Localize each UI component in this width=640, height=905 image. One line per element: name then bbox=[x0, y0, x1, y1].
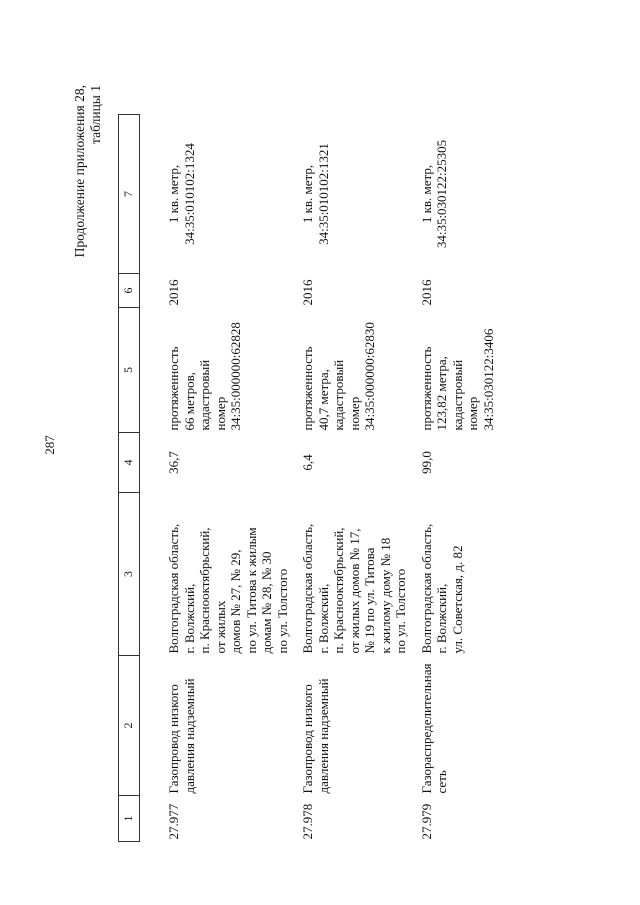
object-value: 6,4 bbox=[300, 454, 315, 471]
address-line: домам № 28, № 30 bbox=[259, 551, 274, 654]
object-name-line: давления надземный bbox=[315, 678, 331, 794]
characteristics-line: 34:35:030122:3406 bbox=[480, 328, 496, 431]
column-header: 6 bbox=[119, 274, 140, 308]
object-address bbox=[411, 493, 499, 656]
address-line: Волгоградская область, bbox=[418, 523, 434, 654]
object-address bbox=[140, 493, 293, 656]
object-name-line: Газопровод низкого bbox=[300, 684, 315, 794]
characteristics-line: протяженность bbox=[166, 346, 181, 431]
address-line: ул. Советская, д. 82 bbox=[449, 545, 465, 654]
object-characteristics bbox=[411, 308, 499, 433]
object-address bbox=[292, 493, 411, 656]
column-header: 3 bbox=[119, 493, 140, 656]
table-row bbox=[140, 115, 293, 842]
object-characteristics bbox=[140, 308, 293, 433]
characteristics-line: протяженность bbox=[418, 346, 434, 431]
characteristics-line: 34:35:000000:62828 bbox=[228, 322, 243, 431]
characteristics-line: протяженность bbox=[300, 346, 315, 431]
row-number: 27.979 bbox=[418, 803, 434, 840]
table-header-row bbox=[119, 115, 140, 842]
table-row bbox=[411, 115, 499, 842]
object-name-line: Газопровод низкого bbox=[166, 684, 181, 794]
land-cadastral bbox=[292, 115, 411, 274]
object-name bbox=[292, 656, 411, 796]
characteristics-line: кадастровый bbox=[197, 359, 212, 431]
characteristics-line: 34:35:000000:62830 bbox=[362, 322, 377, 431]
cadastral-line: 1 кв. метр, bbox=[166, 164, 181, 224]
object-year: 2016 bbox=[300, 279, 315, 306]
land-cadastral bbox=[411, 115, 499, 274]
address-line: г. Волжский, bbox=[434, 583, 449, 654]
object-name bbox=[411, 656, 499, 796]
address-line: Волгоградская область, bbox=[166, 523, 181, 654]
characteristics-line: кадастровый bbox=[331, 359, 346, 431]
address-line: от жилых bbox=[212, 600, 228, 654]
column-header: 7 bbox=[119, 115, 140, 274]
address-line: п. Краснооктябрьский, bbox=[331, 527, 346, 654]
column-header: 1 bbox=[119, 796, 140, 842]
object-value: 99,0 bbox=[418, 451, 434, 474]
characteristics-line: 123,82 метра, bbox=[434, 356, 449, 431]
characteristics-line: кадастровый bbox=[449, 359, 465, 431]
object-name-line: давления надземный bbox=[181, 678, 197, 794]
cadastral-line: 1 кв. метр, bbox=[300, 164, 315, 224]
row-number: 27.977 bbox=[166, 803, 181, 840]
address-line: Волгоградская область, bbox=[300, 523, 315, 654]
address-line: от жилых домов № 17, bbox=[346, 528, 362, 654]
cadastral-line: 34:35:030122:25305 bbox=[434, 139, 449, 249]
column-header: 5 bbox=[119, 308, 140, 433]
object-value: 36,7 bbox=[166, 451, 181, 474]
address-line: г. Волжский, bbox=[181, 583, 197, 654]
address-line: по ул. Толстого bbox=[393, 568, 408, 654]
object-name-line: сеть bbox=[434, 770, 449, 794]
column-header: 4 bbox=[119, 433, 140, 493]
address-line: по ул. Толстого bbox=[274, 568, 290, 654]
page-number: 287 bbox=[42, 435, 57, 455]
characteristics-line: 66 метров, bbox=[181, 372, 197, 431]
address-line: г. Волжский, bbox=[315, 583, 331, 654]
column-header: 2 bbox=[119, 656, 140, 796]
address-line: к жилому дому № 18 bbox=[377, 537, 393, 654]
characteristics-line: номер bbox=[212, 396, 228, 431]
characteristics-line: номер bbox=[465, 396, 480, 431]
object-year: 2016 bbox=[418, 279, 434, 306]
table-row bbox=[292, 115, 411, 842]
characteristics-line: 40,7 метра, bbox=[315, 369, 331, 431]
cadastral-line: 1 кв. метр, bbox=[418, 164, 434, 224]
object-name bbox=[140, 656, 293, 796]
object-name-line: Газораспределительная bbox=[418, 663, 434, 794]
address-line: домов № 27, № 29, bbox=[228, 549, 243, 654]
address-line: п. Краснооктябрьский, bbox=[197, 527, 212, 654]
cadastral-line: 34:35:010102:1324 bbox=[181, 143, 197, 245]
continuation-note bbox=[72, 85, 104, 257]
continuation-line: таблицы 1 bbox=[88, 85, 103, 144]
object-year: 2016 bbox=[166, 279, 181, 306]
address-line: № 19 по ул. Титова bbox=[362, 547, 377, 654]
register-table bbox=[118, 114, 498, 842]
cadastral-line: 34:35:010102:1321 bbox=[315, 143, 331, 245]
address-line: по ул. Титова к жилым bbox=[243, 527, 259, 654]
continuation-line: Продолжение приложения 28, bbox=[72, 85, 87, 258]
row-number: 27.978 bbox=[300, 803, 315, 840]
object-characteristics bbox=[292, 308, 411, 433]
characteristics-line: номер bbox=[346, 396, 362, 431]
land-cadastral bbox=[140, 115, 293, 274]
